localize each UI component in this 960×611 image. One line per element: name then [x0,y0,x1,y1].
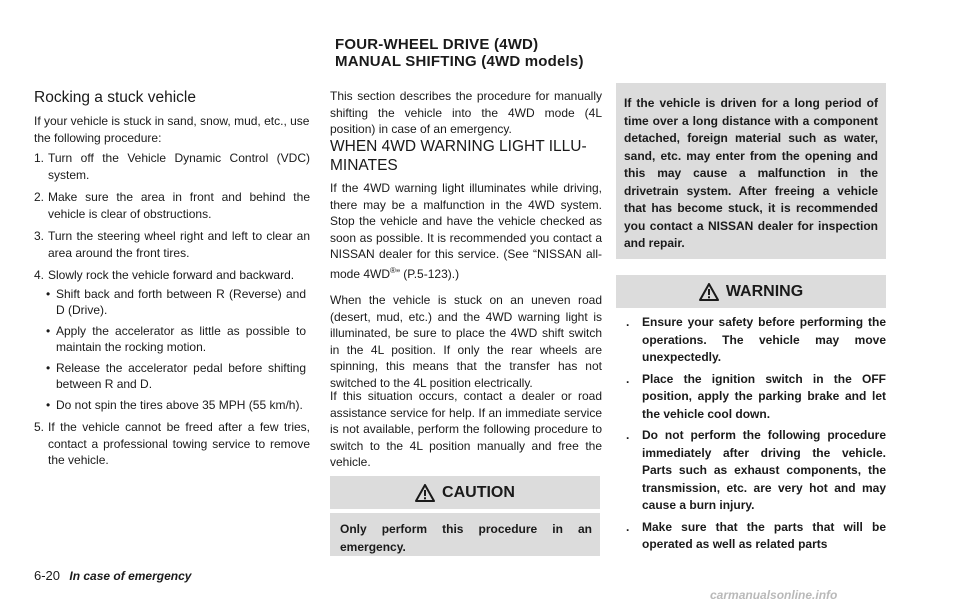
bullet-dot-icon: • [46,360,51,375]
bullet-dot-icon: . [626,428,630,442]
step-1: 1. Turn off the Vehicle Dynamic Control (VDC) system. [34,151,310,182]
middle-para-3: If this situation occurs, contact a dealer or road assistance service for help. If an immediate service is not available, perform the following procedure to switch to the 4L position manually and free the vehicle. [330,389,602,469]
warning-triangle-icon [699,283,719,301]
steps-list [34,150,310,469]
warning-item-2: . Place the ignition switch in the OFF position, apply the parking brake and let the vehicle cool down. [626,371,886,421]
bullet-dot-icon: • [46,286,51,301]
chapter-title: In case of emergency [69,569,192,583]
step-5: 5. If the vehicle cannot be freed after a few tries, contact a professional towing service to remove the vehicle. [34,420,310,467]
bullet-dot-icon: • [46,323,51,338]
warning-header: WARNING [616,275,886,308]
middle-intro: This section describes the procedure for manually shifting the vehicle into the 4WD mode (4L position) in case of an emergency. [330,89,602,136]
warning-item-1: . Ensure your safety before performing the operations. The vehicle may move unexpectedly. [626,315,886,364]
step-2: 2. Make sure the area in front and behind the vehicle is clear of obstructions. [34,190,310,221]
warning-triangle-icon [415,484,435,502]
left-intro: If your vehicle is stuck in sand, snow, mud, etc., use the following procedure: [34,114,310,145]
page-footer [34,568,191,583]
section-title: FOUR-WHEEL DRIVE (4WD) MANUAL SHIFTING (4WD models) [335,36,584,70]
bullet-dot-icon: . [626,519,630,534]
warning-light-heading: WHEN 4WD WARNING LIGHT ILLU- MINATES [330,138,587,174]
bullet-4: • Do not spin the tires above 35 MPH (55 km/h). [46,397,303,412]
middle-para-1: If the 4WD warning light illuminates while driving, there may be a malfunction in the 4WD system. Stop the vehicle and have the vehicle checked as soon as possible. It is recommended you contact a NISSAN dealer for this service. (See “NISSAN all-mode 4WD®” (P.5-123).) [330,181,602,281]
warning-item-4: . Make sure that the parts that will be operated as well as related parts [626,519,886,551]
step-4: 4. Slowly rock the vehicle forward and backward. [34,268,295,282]
bullet-1: • Shift back and forth between R (Reverse) and D (Drive). [46,286,306,317]
watermark: carmanualsonline.info [710,588,838,602]
caution-header: CAUTION [330,476,600,509]
step-3: 3. Turn the steering wheel right and left to clear an area around the front tires. [34,229,310,260]
bullet-2: • Apply the accelerator as little as possible to maintain the rocking motion. [46,323,306,354]
bullet-3: • Release the accelerator pedal before shifting between R and D. [46,360,306,391]
caution-text: Only perform this procedure in an emergency. [340,522,592,554]
left-heading: Rocking a stuck vehicle [34,89,196,106]
bullet-dot-icon: . [626,371,630,386]
warning-list [624,314,886,558]
bullet-dot-icon: . [626,315,630,329]
page-number: 6-20 [34,568,61,583]
bullet-dot-icon: • [46,397,51,412]
warning-item-3: . Do not perform the following procedure immediately after driving the vehicle. Parts such as exhaust components, the transmission, etc. are very hot and may cause a burn injury. [626,428,886,512]
middle-para-2: When the vehicle is stuck on an uneven road (desert, mud, etc.) and the 4WD warning light is illuminated, be sure to place the 4WD shift switch in the 4L position. If only the rear wheels are spinning, this means that the transfer has not switched to the 4L position electrically. [330,293,602,390]
notice-text: If the vehicle is driven for a long period of time over a long distance with a component detached, foreign material such as water, sand, etc. may enter from the opening and this may cause a malfunction in the drivetrain system. After freeing a vehicle that has become stuck, it is recommended you contact a NISSAN dealer for inspection and repair. [624,96,878,250]
